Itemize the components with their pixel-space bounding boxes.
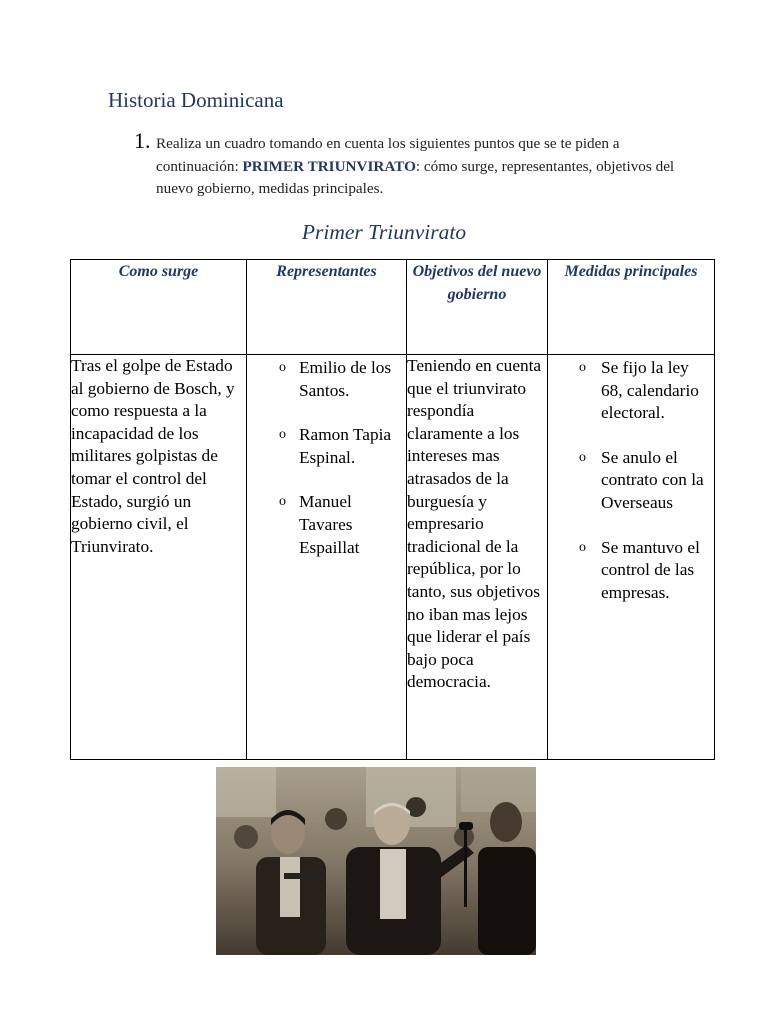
representante-name: Ramon Tapia Espinal. — [299, 425, 392, 467]
list-item — [247, 357, 406, 402]
cell-representantes — [247, 355, 407, 760]
table-header-row — [71, 260, 715, 355]
historical-photo — [216, 767, 536, 955]
photo-illustration — [216, 767, 536, 955]
question-text — [156, 133, 686, 201]
table-body-row — [71, 355, 715, 760]
cell-objetivos: Teniendo en cuenta que el triunvirato respondía claramente a los intereses mas atrasados de la burguesía y empresario tradicional de la república, por lo tanto, sus objetivos no iban mas lejos que liderar el país bajo poca democracia. — [407, 355, 548, 760]
bullet-icon: o — [279, 360, 286, 375]
bullet-icon: o — [579, 449, 586, 465]
medidas-list — [548, 355, 714, 604]
table-title: Primer Triunvirato — [301, 220, 467, 244]
bullet-icon: o — [579, 539, 586, 555]
list-item — [548, 357, 714, 425]
triunvirato-table — [70, 259, 715, 760]
list-item — [548, 537, 714, 605]
question-number: 1. — [134, 128, 151, 153]
bullet-icon: o — [579, 360, 586, 375]
representante-name: Emilio de los Santos. — [299, 358, 392, 400]
medida-text: Se anulo el contrato con la Overseaus — [601, 447, 704, 512]
medida-text: Se mantuvo el control de las empresas. — [601, 537, 700, 602]
bullet-icon: o — [279, 427, 286, 443]
document-heading: Historia Dominicana — [108, 88, 284, 112]
question-text-after: : cómo surge, representantes, objetivos del nuevo gobierno, medidas principales. — [156, 157, 675, 197]
question-emphasis: PRIMER TRIUNVIRATO — [242, 157, 416, 175]
representantes-list — [247, 355, 406, 559]
header-medidas: Medidas principales — [548, 260, 715, 355]
header-como-surge: Como surge — [71, 260, 247, 355]
list-item — [548, 447, 714, 515]
cell-como-surge: Tras el golpe de Estado al gobierno de Bosch, y como respuesta a la incapacidad de los militares golpistas de tomar el control del Estado, surgió un gobierno civil, el Triunvirato. — [71, 355, 247, 760]
representante-name: Manuel Tavares Espaillat — [299, 492, 360, 557]
cell-medidas — [548, 355, 715, 760]
bullet-icon: o — [279, 494, 286, 510]
list-item — [247, 491, 406, 559]
medida-text: Se fijo la ley 68, calendario electoral. — [601, 358, 699, 423]
header-objetivos: Objetivos del nuevo gobierno — [407, 260, 548, 355]
question-text-before: Realiza un cuadro tomando en cuenta los siguientes puntos que se te piden a continuación: — [156, 135, 620, 175]
list-item — [247, 424, 406, 469]
header-representantes: Representantes — [247, 260, 407, 355]
